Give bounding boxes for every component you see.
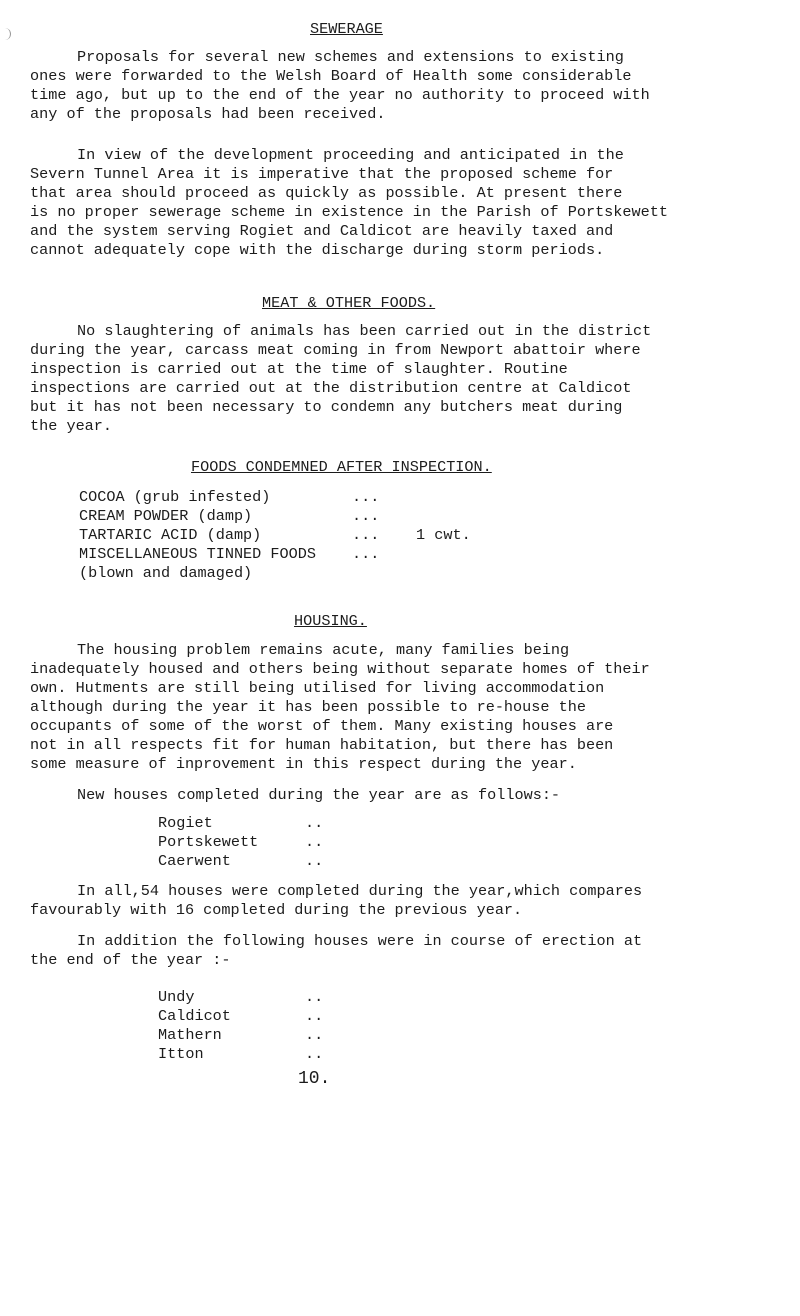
- text-line: In addition the following houses were in course of erection at: [77, 932, 643, 950]
- text-line: some measure of inprovement in this respect during the year.: [30, 755, 577, 773]
- leader-dots: ...: [352, 488, 380, 506]
- text-line: In all,54 houses were completed during the year,which compares: [77, 882, 643, 900]
- text-line: during the year, carcass meat coming in from Newport abattoir where: [30, 341, 641, 359]
- text-line: occupants of some of the worst of them. Many existing houses are: [30, 717, 614, 735]
- leader-dots: ..: [305, 833, 324, 851]
- housing-paragraph-3: [30, 932, 792, 970]
- text-line: The housing problem remains acute, many families being: [77, 641, 570, 659]
- text-line: Severn Tunnel Area it is imperative that the proposed scheme for: [30, 165, 614, 183]
- leader-dots: ...: [352, 507, 380, 525]
- text-line: that area should proceed as quickly as possible. At present there: [30, 184, 623, 202]
- text-line: No slaughtering of animals has been carried out in the district: [77, 322, 652, 340]
- text-line: not in all respects fit for human habitation, but there has been: [30, 736, 614, 754]
- text-line: any of the proposals had been received.: [30, 105, 386, 123]
- place-name: Caerwent: [158, 852, 231, 870]
- place-name: Undy: [158, 988, 195, 1006]
- housing-heading: HOUSING.: [294, 612, 367, 630]
- leader-dots: ..: [305, 814, 324, 832]
- leader-dots: ..: [305, 1007, 324, 1025]
- meat-heading: MEAT & OTHER FOODS.: [262, 294, 436, 312]
- page-number: 10.: [298, 1069, 331, 1089]
- food-note: (blown and damaged): [79, 564, 253, 582]
- leader-dots: ...: [352, 526, 380, 544]
- food-name: MISCELLANEOUS TINNED FOODS: [79, 545, 316, 563]
- text-line: the year.: [30, 417, 113, 435]
- leader-dots: ..: [305, 1026, 324, 1044]
- leader-dots: ..: [305, 1045, 324, 1063]
- food-name: TARTARIC ACID (damp): [79, 526, 262, 544]
- text-line: but it has not been necessary to condemn any butchers meat during: [30, 398, 623, 416]
- text-line: the end of the year :-: [30, 951, 231, 969]
- scan-margin-mark: [4, 28, 11, 40]
- text-line: although during the year it has been possible to re-house the: [30, 698, 586, 716]
- sewerage-paragraph-1: [30, 48, 792, 124]
- place-name: Rogiet: [158, 814, 213, 832]
- leader-dots: ..: [305, 852, 324, 870]
- text-line: Proposals for several new schemes and extensions to existing: [77, 48, 624, 66]
- place-name: Itton: [158, 1045, 204, 1063]
- food-name: COCOA (grub infested): [79, 488, 271, 506]
- text-line: is no proper sewerage scheme in existence in the Parish of Portskewett: [30, 203, 668, 221]
- leader-dots: ..: [305, 988, 324, 1006]
- sewerage-paragraph-2: [30, 146, 792, 260]
- text-line: inspections are carried out at the distribution centre at Caldicot: [30, 379, 632, 397]
- text-line: inadequately housed and others being without separate homes of their: [30, 660, 650, 678]
- food-name: CREAM POWDER (damp): [79, 507, 253, 525]
- text-line: time ago, but up to the end of the year no authority to proceed with: [30, 86, 650, 104]
- food-quantity: 1 cwt.: [416, 526, 471, 544]
- housing-paragraph-1: [30, 641, 792, 774]
- housing-completed-intro: [30, 786, 792, 805]
- place-name: Portskewett: [158, 833, 259, 851]
- sewerage-heading: SEWERAGE: [310, 20, 383, 38]
- place-name: Caldicot: [158, 1007, 231, 1025]
- text-line: In view of the development proceeding and anticipated in the: [77, 146, 624, 164]
- housing-paragraph-2: [30, 882, 792, 920]
- text-line: own. Hutments are still being utilised for living accommodation: [30, 679, 605, 697]
- meat-paragraph: [30, 322, 792, 436]
- text-line: New houses completed during the year are as follows:-: [77, 786, 561, 804]
- foods-condemned-heading: FOODS CONDEMNED AFTER INSPECTION.: [191, 458, 492, 476]
- leader-dots: ...: [352, 545, 380, 563]
- text-line: favourably with 16 completed during the previous year.: [30, 901, 523, 919]
- text-line: ones were forwarded to the Welsh Board of Health some considerable: [30, 67, 632, 85]
- place-name: Mathern: [158, 1026, 222, 1044]
- text-line: cannot adequately cope with the discharge during storm periods.: [30, 241, 605, 259]
- text-line: inspection is carried out at the time of slaughter. Routine: [30, 360, 568, 378]
- text-line: and the system serving Rogiet and Caldicot are heavily taxed and: [30, 222, 614, 240]
